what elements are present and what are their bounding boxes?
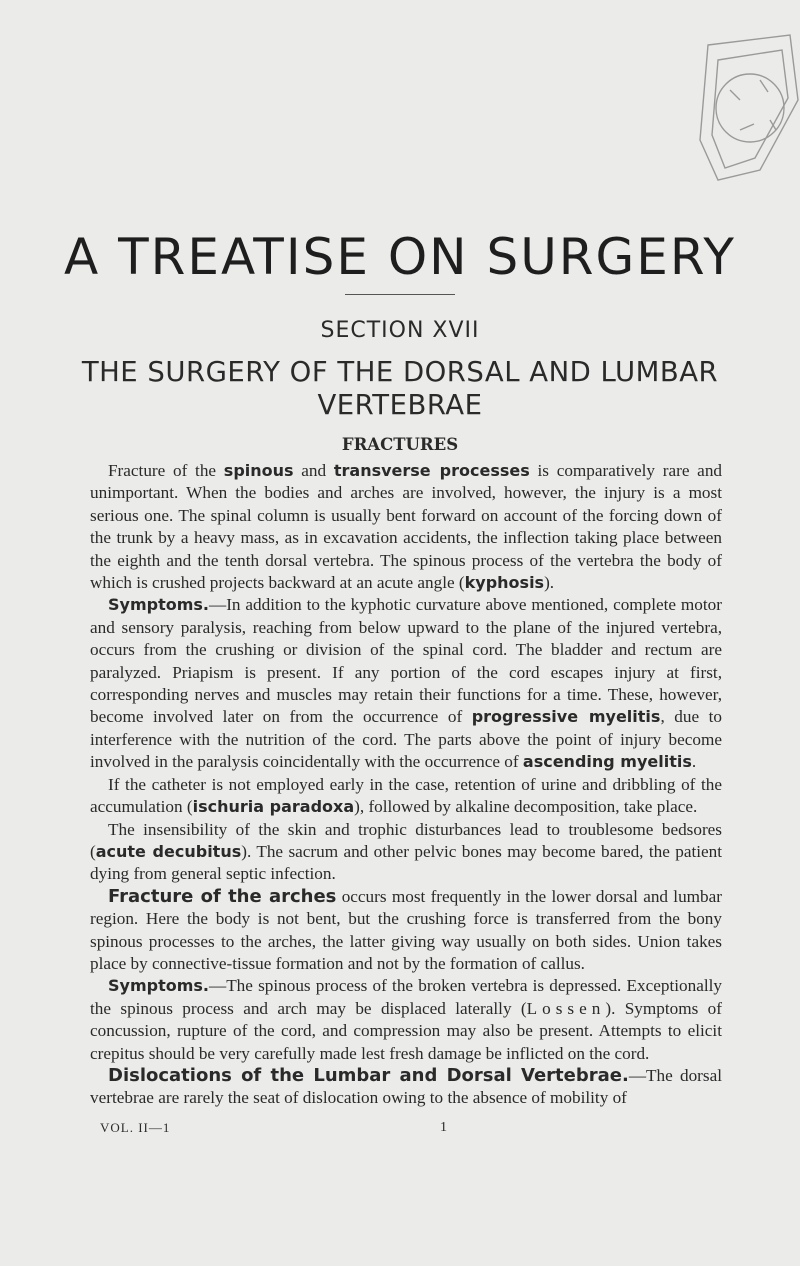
title-rule (345, 294, 455, 295)
text-run: . (691, 752, 697, 772)
text-run: —In addition to the kyphotic curvature above mentioned, complete motor and sensory paralysis, reaching from below upward to the plane of the injured vertebra, occurs from the crushing or division of the spinal cord. The bladder and rectum are paralyzed. Priapism is present. If any portion of the cord escapes injury at first, corresponding nerves and muscles may retain their functions for a time. These, however, become involved later on from the occurrence of (90, 595, 722, 727)
bold-term: Symptoms. (108, 976, 209, 996)
text-run: ). (544, 573, 555, 593)
bold-term: transverse processes (333, 461, 530, 480)
text-run: Fracture of the (108, 461, 224, 480)
text-run: If the catheter is not employed early in the case, retention of urine and dribbling of the accumulation ( (90, 774, 722, 817)
bold-term: Dislocations of the Lumbar and Dorsal Vertebrae. (108, 1064, 629, 1086)
section-heading: FRACTURES (341, 435, 459, 454)
bold-term: progressive myelitis (471, 707, 661, 727)
bold-term: ischuria paradoxa (192, 797, 355, 817)
bold-term: Symptoms. (108, 595, 209, 615)
library-stamp (600, 20, 800, 190)
text-run: , due to interference with the nutrition of the cord. The parts above the point of injury become involved in the paralysis coincidentally with the occurrence of (90, 707, 722, 772)
spaced-name: Lossen (526, 998, 606, 1018)
paragraph (90, 975, 722, 1065)
text-run: is comparatively rare and unimportant. When the bodies and arches are involved, however, the injury is a most serious one. The spinal column is usually bent forward on account of the forcing down of the trunk by a heavy mass, as in excavation accidents, the inflection taking place between the eighth and the tenth dorsal vertebra. The spinous process of the vertebra the body of which is crushed projects backward at an acute angle ( (90, 461, 723, 593)
text-run: and (293, 461, 334, 480)
text-run: —The dorsal vertebrae are rarely the seat of dislocation owing to the absence of mobility of (90, 1065, 722, 1108)
paragraph (90, 460, 722, 594)
bold-term: Fracture of the arches (108, 885, 337, 907)
paragraph (90, 774, 722, 819)
bold-term: spinous (223, 461, 294, 480)
text-run: ), followed by alkaline decomposition, take place. (354, 797, 698, 817)
page-number: 1 (440, 1120, 447, 1135)
book-title: A TREATISE ON SURGERY (64, 228, 736, 286)
text-run: —The spinous process of the broken vertebra is depressed. Exceptionally the spinous process and arch may be displaced laterally ( (90, 976, 722, 1018)
paragraph (90, 886, 722, 976)
text-run: occurs most frequently in the lower dorsal and lumbar region. Here the body is not bent, but the crushing force is transferred from the bony spinous processes to the arches, the latter giving way usually on both sides. Union takes place by connective-tissue formation and not by the formation of callus. (90, 886, 722, 973)
bold-term: acute decubitus (95, 841, 242, 861)
bold-term: kyphosis (464, 573, 545, 593)
text-run: The insensibility of the skin and trophic disturbances lead to troublesome bedsores ( (90, 819, 722, 861)
paragraph (90, 819, 722, 886)
bold-term: ascending myelitis (522, 752, 692, 772)
text-run: ). The sacrum and other pelvic bones may become bared, the patient dying from general septic infection. (90, 841, 723, 884)
body-text (90, 460, 722, 1110)
paragraph (90, 594, 722, 773)
section-subtitle: THE SURGERY OF THE DORSAL AND LUMBAR VERTEBRAE (81, 356, 719, 421)
section-label: SECTION XVII (320, 318, 480, 343)
paragraph (90, 1065, 722, 1110)
text-run: ). Symptoms of concussion, rupture of the cord, and compression may also be present. Attempts to elicit crepitus should be very carefully made lest fresh damage be inflicted on the cord. (90, 998, 722, 1063)
volume-signature: VOL. II—1 (100, 1120, 171, 1135)
